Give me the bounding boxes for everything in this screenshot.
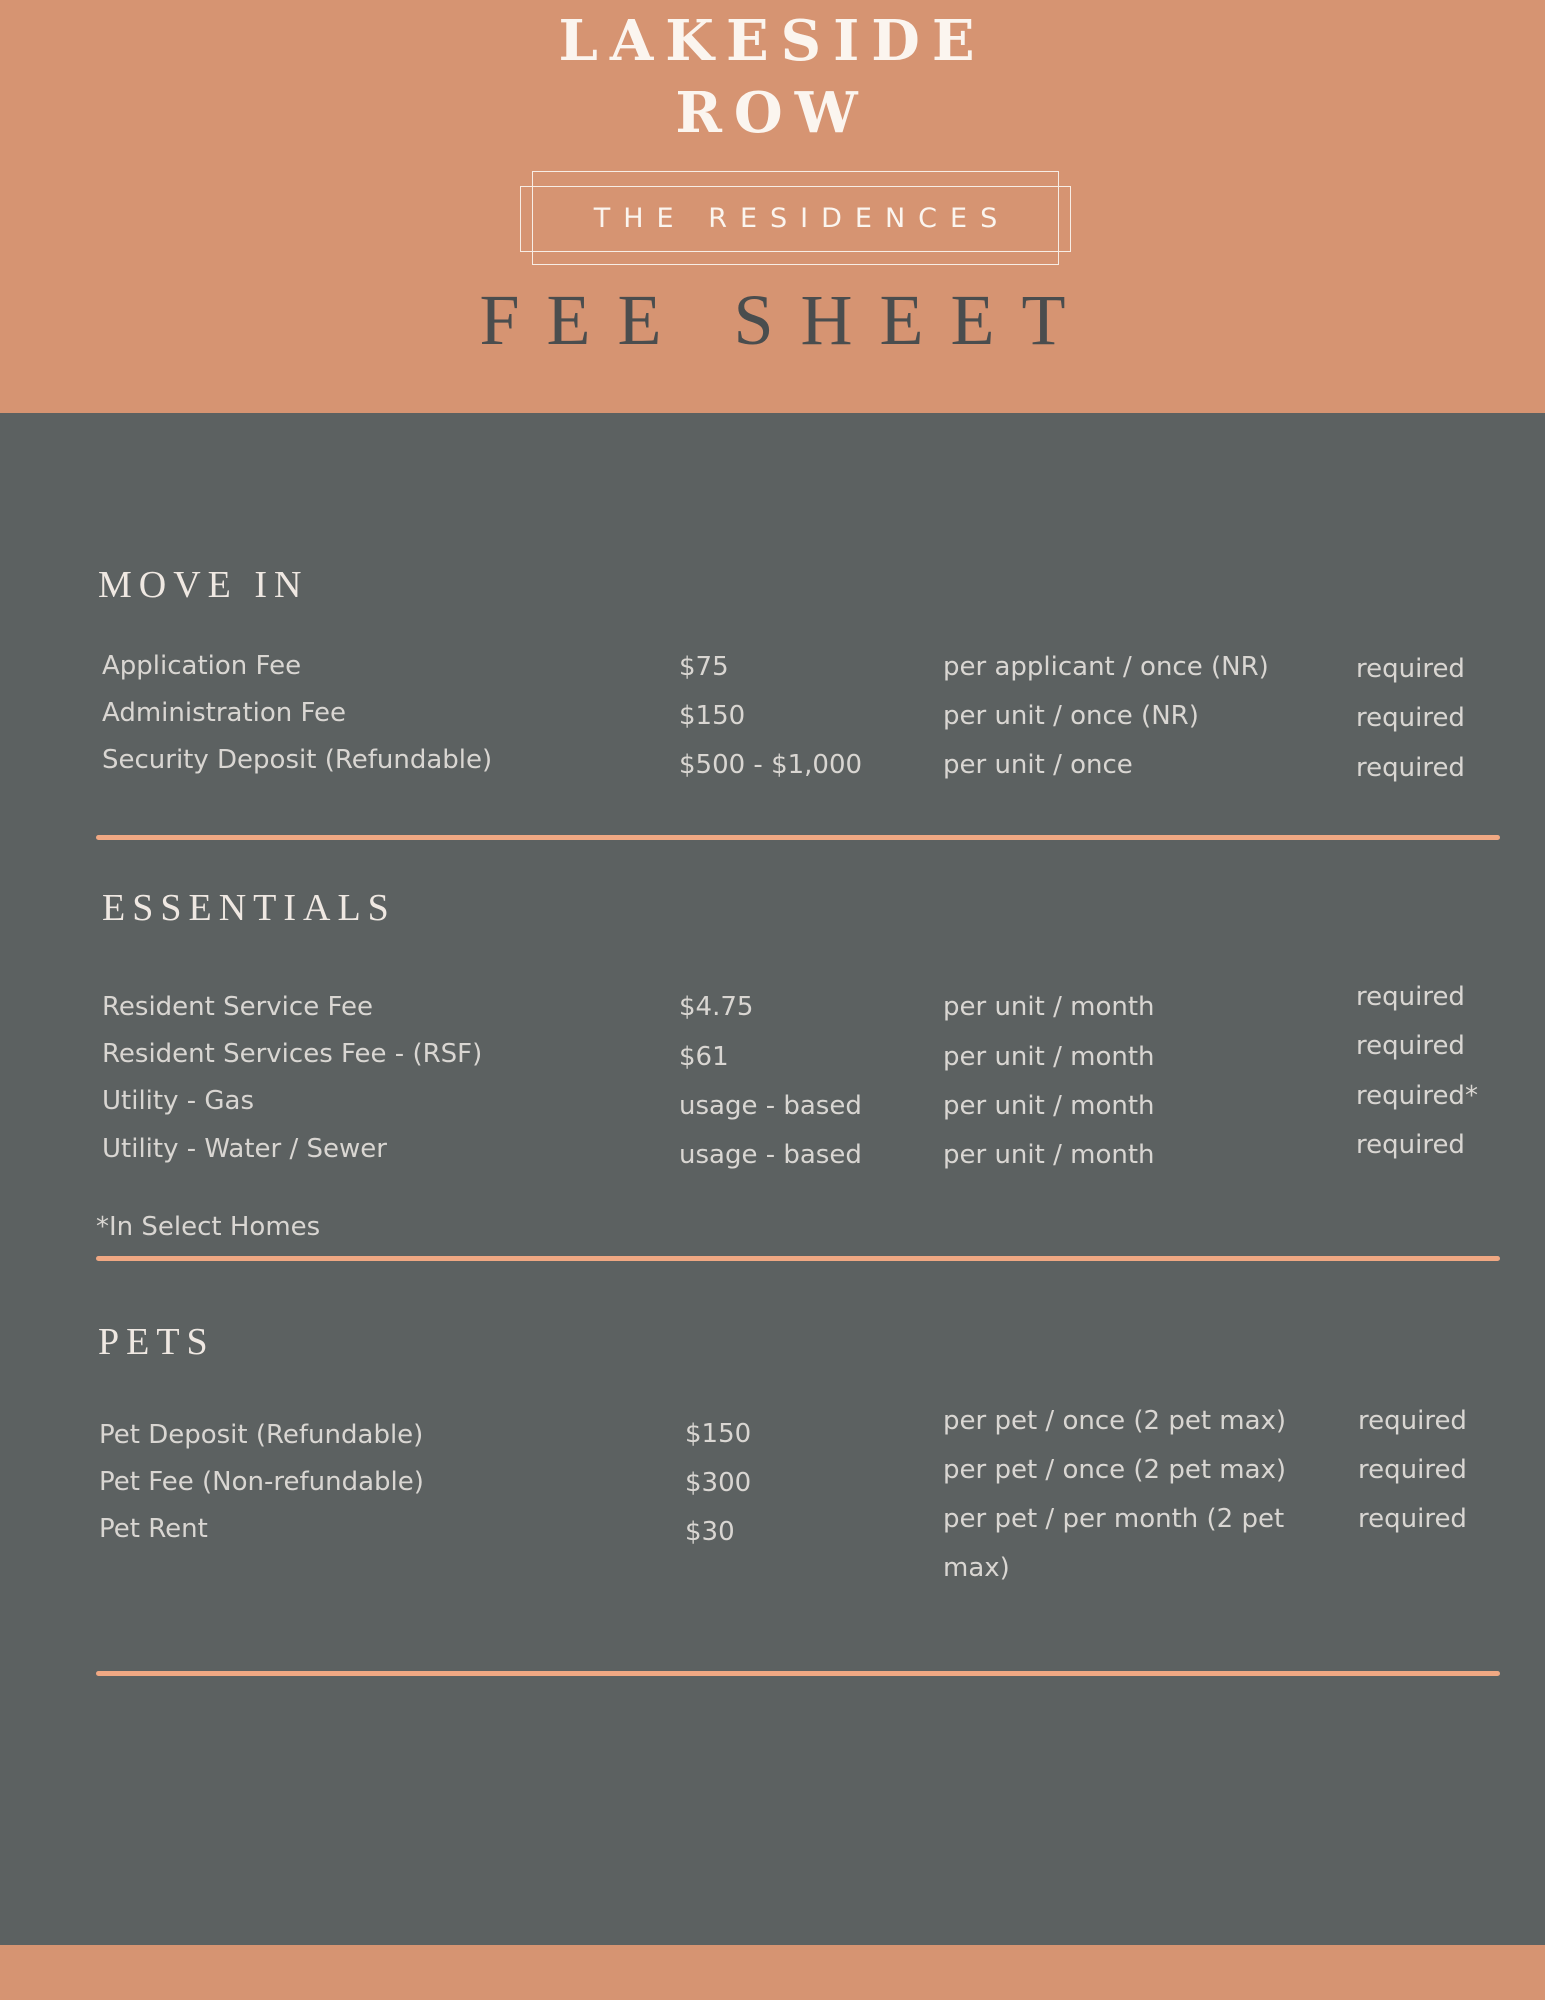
fee-basis: per unit / month — [943, 1140, 1155, 1170]
header-banner — [0, 0, 1545, 413]
fee-status: required — [1358, 1504, 1467, 1534]
fee-amount: $30 — [685, 1517, 735, 1547]
footer-band — [0, 1945, 1545, 2000]
fee-basis: per unit / once — [943, 750, 1133, 780]
fee-amount: $300 — [685, 1468, 752, 1498]
fee-name: Resident Services Fee - (RSF) — [102, 1039, 483, 1069]
fee-status: required — [1358, 1406, 1467, 1436]
section-divider — [96, 1256, 1500, 1261]
subtitle: THE RESIDENCES — [593, 203, 1011, 234]
fee-status: required — [1356, 982, 1465, 1012]
fee-name: Security Deposit (Refundable) — [102, 745, 493, 775]
section-title-move-in: MOVE IN — [98, 564, 309, 606]
fee-name: Pet Fee (Non-refundable) — [99, 1467, 424, 1497]
fee-amount: $500 - $1,000 — [679, 750, 863, 780]
fee-basis: per pet / per month (2 pet max) — [943, 1504, 1285, 1583]
fee-name: Application Fee — [102, 651, 302, 681]
footnote: *In Select Homes — [96, 1212, 321, 1242]
section-title-pets: PETS — [98, 1321, 215, 1363]
fee-basis: per unit / once (NR) — [943, 701, 1199, 731]
fee-status: required — [1356, 1031, 1465, 1061]
brand-name-line1: LAKESIDE — [558, 8, 987, 74]
section-divider — [96, 835, 1500, 840]
fee-amount: usage - based — [679, 1091, 862, 1121]
section-title-essentials: ESSENTIALS — [102, 887, 396, 929]
brand-name-line2: ROW — [675, 80, 870, 146]
page-title: FEE SHEET — [479, 280, 1093, 360]
fee-amount: $61 — [679, 1042, 729, 1072]
fee-basis: per unit / month — [943, 1042, 1155, 1072]
fee-name: Utility - Gas — [102, 1086, 255, 1116]
fee-amount: $150 — [679, 701, 746, 731]
fee-name: Pet Rent — [99, 1514, 208, 1544]
fee-basis: per applicant / once (NR) — [943, 652, 1269, 682]
fee-basis: per unit / month — [943, 1091, 1155, 1121]
fee-amount: $150 — [685, 1419, 752, 1449]
fee-name: Pet Deposit (Refundable) — [99, 1420, 424, 1450]
fee-basis: per pet / once (2 pet max) — [943, 1406, 1287, 1436]
fee-amount: $4.75 — [679, 992, 754, 1022]
fee-name: Resident Service Fee — [102, 992, 373, 1022]
fee-name: Administration Fee — [102, 698, 347, 728]
fee-status: required — [1356, 703, 1465, 733]
fee-basis: per unit / month — [943, 992, 1155, 1022]
fee-amount: usage - based — [679, 1140, 862, 1170]
fee-name: Utility - Water / Sewer — [102, 1134, 387, 1164]
fee-basis: per pet / once (2 pet max) — [943, 1455, 1287, 1485]
fee-status: required — [1356, 1130, 1465, 1160]
fee-amount: $75 — [679, 652, 729, 682]
fee-status: required* — [1356, 1081, 1478, 1111]
section-divider — [96, 1671, 1500, 1676]
fee-status: required — [1358, 1455, 1467, 1485]
fee-status: required — [1356, 753, 1465, 783]
fee-status: required — [1356, 654, 1465, 684]
